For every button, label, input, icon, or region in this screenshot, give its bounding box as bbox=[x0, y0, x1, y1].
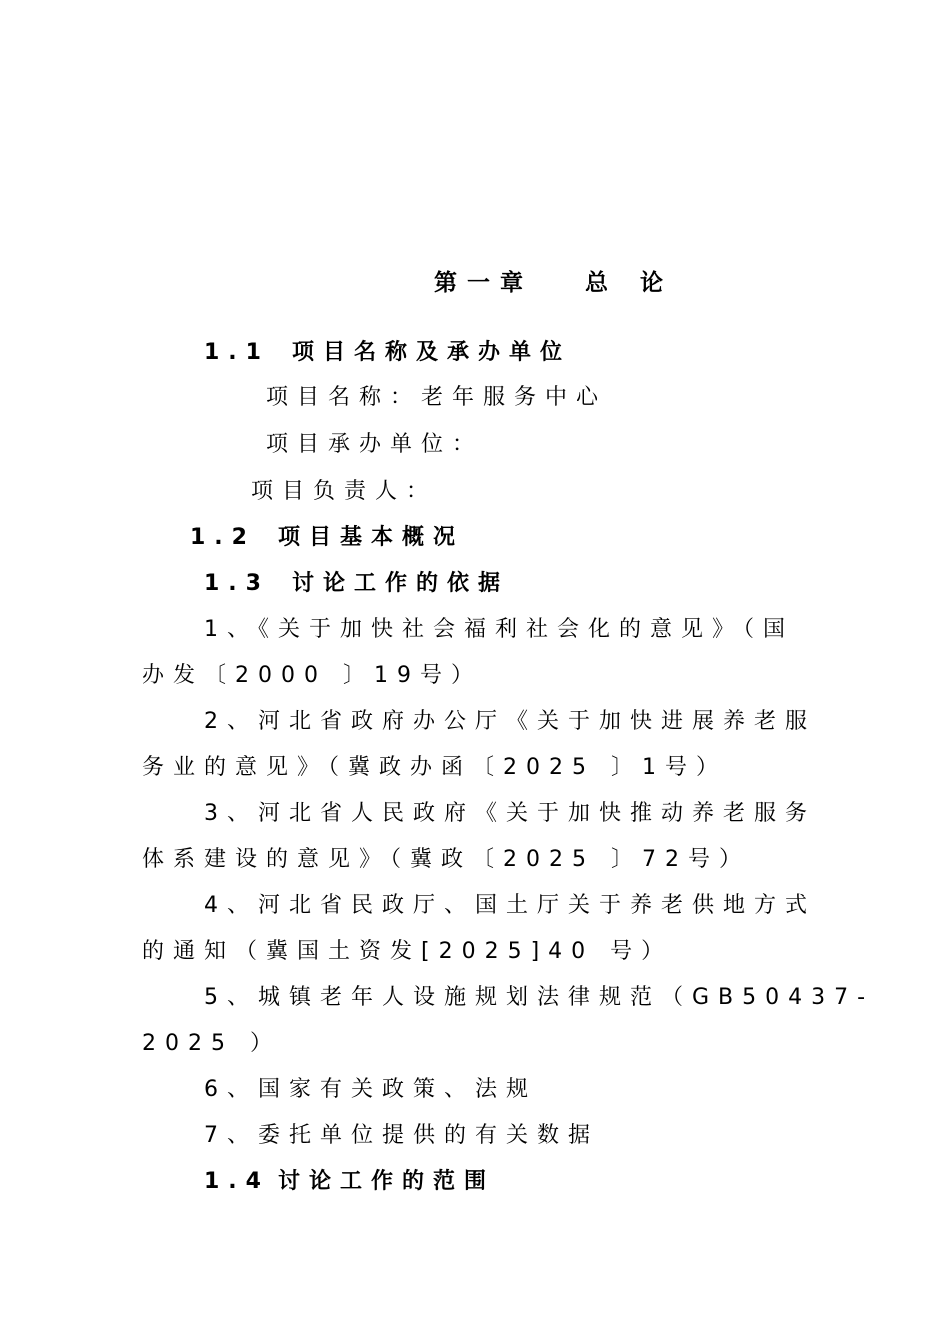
basis-item-4-line-2: 的通知（冀国土资发[2025]40 号） bbox=[142, 939, 673, 964]
project-unit-line: 项目承办单位： bbox=[266, 432, 484, 457]
basis-item-5-line-2: 2025 ） bbox=[142, 1031, 281, 1056]
section-number: 1.2 bbox=[190, 525, 256, 550]
section-title: 项目基本概况 bbox=[277, 525, 464, 550]
section-title: 讨论工作的依据 bbox=[291, 571, 509, 596]
section-number: 1.3 bbox=[204, 571, 270, 596]
section-heading-1-2 bbox=[190, 523, 464, 553]
basis-item-5-line-1: 5、城镇老年人设施规划法律规范（GB50437- bbox=[204, 985, 875, 1010]
basis-item-4-line-1: 4、河北省民政厅、国土厅关于养老供地方式 bbox=[204, 893, 816, 918]
basis-item-2-line-2: 务业的意见》（冀政办函〔2025 〕1号） bbox=[142, 755, 727, 780]
section-heading-1-3 bbox=[204, 569, 509, 599]
basis-item-2-line-1: 2、河北省政府办公厅《关于加快进展养老服 bbox=[204, 709, 816, 734]
section-heading-1-4 bbox=[204, 1167, 495, 1197]
basis-item-1-line-1: 1、《关于加快社会福利社会化的意见》（国 bbox=[204, 617, 794, 642]
basis-item-3-line-1: 3、河北省人民政府《关于加快推动养老服务 bbox=[204, 801, 816, 826]
section-heading-1-1 bbox=[204, 338, 571, 368]
basis-item-7: 7、委托单位提供的有关数据 bbox=[204, 1123, 599, 1148]
section-number: 1.4 bbox=[204, 1169, 270, 1194]
section-number: 1.1 bbox=[204, 340, 270, 365]
basis-item-3-line-2: 体系建设的意见》（冀政〔2025 〕72号） bbox=[142, 847, 750, 872]
chapter-label: 第一章 bbox=[434, 270, 533, 296]
basis-item-6: 6、国家有关政策、法规 bbox=[204, 1077, 537, 1102]
basis-item-1-line-2: 办发〔2000 〕19号） bbox=[142, 663, 482, 688]
chapter-heading bbox=[434, 268, 673, 298]
section-title: 讨论工作的范围 bbox=[277, 1169, 495, 1194]
project-name-line: 项目名称：老年服务中心 bbox=[266, 385, 608, 410]
section-title: 项目名称及承办单位 bbox=[291, 340, 571, 365]
chapter-title-a: 总 bbox=[585, 270, 618, 296]
chapter-title-b: 论 bbox=[640, 270, 673, 296]
project-leader-line: 项目负责人： bbox=[251, 479, 438, 504]
